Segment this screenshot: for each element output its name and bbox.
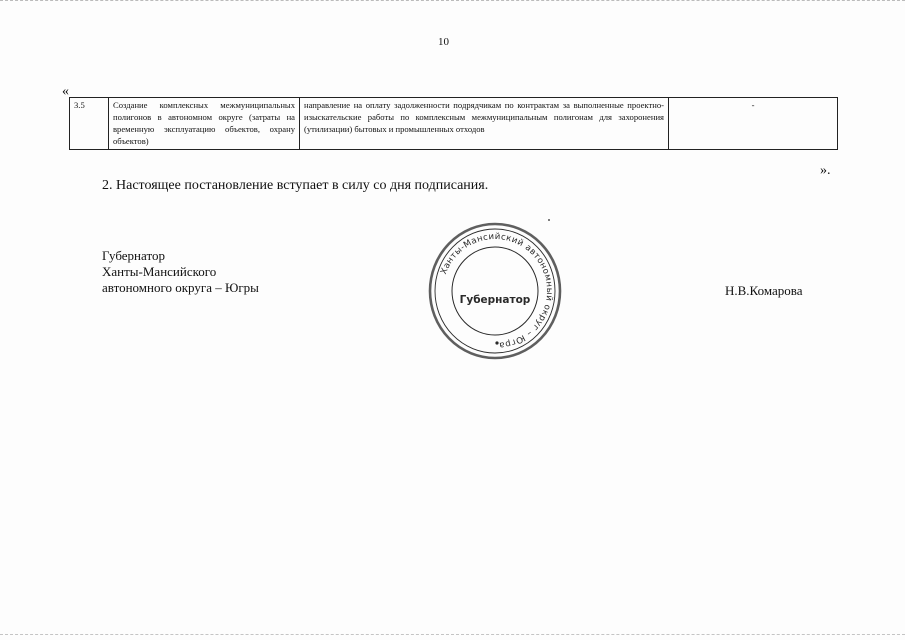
scan-bottom-edge	[0, 634, 905, 637]
signatory-title-line: Губернатор	[102, 248, 165, 263]
table-row	[70, 98, 838, 150]
stamp-star-mark	[495, 341, 498, 344]
amendment-table	[69, 97, 838, 150]
row-number-cell: 3.5	[70, 98, 109, 150]
close-quote-mark: ».	[820, 163, 831, 178]
signer-name: Н.В.Комарова	[725, 283, 803, 298]
signatory-title	[102, 248, 259, 296]
effective-date-clause: 2. Настоящее постановление вступает в силу со дня подписания.	[102, 178, 489, 193]
signatory-title-line: Ханты-Мансийского	[102, 264, 217, 279]
scan-top-edge	[0, 0, 905, 3]
stamp-ring-text: Ханты-Мансийский автономный округ – Югра	[439, 231, 555, 350]
stamp-center-text: Губернатор	[459, 294, 531, 306]
signatory-title-line: автономного округа – Югры	[102, 280, 259, 295]
official-seal-stamp	[427, 221, 563, 361]
row-value-cell: -	[669, 98, 838, 150]
open-quote-mark: «	[62, 84, 69, 99]
row-name-cell: Создание комплексных межмуниципальных полигонов в автономном округе (затраты на временную эксплуатацию объектов, охрану объектов)	[109, 98, 300, 150]
row-description-cell: направление на оплату задолженности подрядчикам по контрактам за выполненные проектно-изыскательские работы по комплексным межмуниципальным полигонам для захоронения (утилизации) бытовых и промышленных отходов	[300, 98, 669, 150]
page-number: 10	[438, 36, 449, 48]
